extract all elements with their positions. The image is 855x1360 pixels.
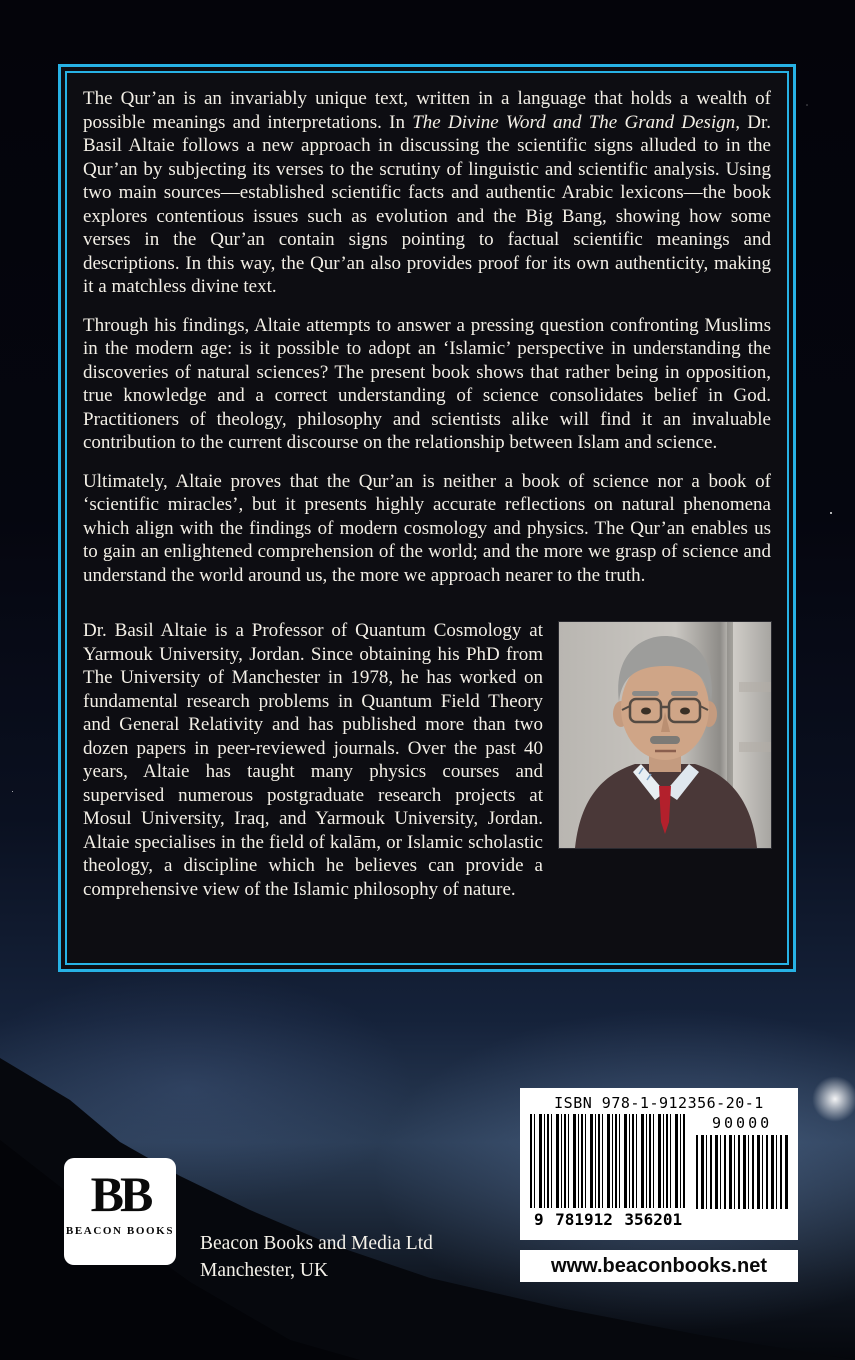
author-portrait-illustration xyxy=(559,622,771,848)
publisher-info xyxy=(200,1230,433,1284)
barcode-bars xyxy=(530,1114,686,1208)
cover-text-panel xyxy=(65,71,789,965)
author-bio-text: Dr. Basil Altaie is a Professor of Quantum Cosmology at Yarmouk University, Jordan. Since obtaining his PhD from The University of Manchester in 1978, he has worked on fundamental research problems in Quantum Field Theory and General Relativity and has published more than two dozen papers in peer-reviewed journals. Over the past 40 years, Altaie has taught many physics courses and supervised numerous postgraduate research projects at Mosul University, Iraq, and Yarmouk University, Jordan. Altaie specialises in the field of kalām, or Islamic scholastic theology, a discipline which he believes can provide a comprehensive view of the Islamic philosophy of nature. xyxy=(83,620,543,900)
barcode-digit-group-1: 9 xyxy=(534,1210,544,1229)
price-code: 90000 xyxy=(711,1114,773,1132)
barcode-block xyxy=(520,1088,798,1240)
synopsis-paragraph-2: Through his findings, Altaie attempts to answer a pressing question confronting Muslims in the modern age: is it possible to adopt an ‘Islamic’ perspective in understanding the discoveries of natural sciences? The present book shows that rather being in opposition, true knowledge and a correct understanding of science consolidates belief in God. Practitioners of theology, philosophy and scientists alike will find it an invaluable contribution to the current discourse on the relationship between Islam and science. xyxy=(83,314,771,453)
synopsis-p1-rest: , Dr. Basil Altaie follows a new approach in discussing the scientific signs alluded to in the Qur’an by subjecting its verses to the scrutiny of linguistic and scientific analysis. Using two main sources—established scientific facts and authentic Arabic lexicons—the book explores contentious issues such as evolution and the Big Bang, showing how some verses in the Qur’an contain signs pointing to factual scientific meanings and descriptions. In this way, the Qur’an also provides proof for its own authenticity, making it a matchless divine text. xyxy=(83,111,771,297)
author-photo xyxy=(559,622,771,848)
beacon-books-logo xyxy=(64,1158,176,1265)
publisher-location: Manchester, UK xyxy=(200,1260,329,1281)
barcode-digit-group-3: 356201 xyxy=(624,1210,683,1229)
logo-bb-monogram: BB xyxy=(90,1166,150,1222)
publisher-website: www.beaconbooks.net xyxy=(520,1250,798,1282)
synopsis-paragraph-3: Ultimately, Altaie proves that the Qur’an is neither a book of science nor a book of ‘scientific miracles’, but it presents highly accurate reflections on natural phenomena which align with the findings of modern cosmology and physics. The Qur’an enables us to gain an enlightened comprehension of the world; and the more we grasp of science and understand the world around us, the more we approach nearer to the truth. xyxy=(83,470,771,586)
addon-barcode-bars xyxy=(696,1135,788,1209)
logo-wordmark: BEACON BOOKS xyxy=(65,1225,175,1237)
star xyxy=(806,104,808,106)
star xyxy=(12,791,13,792)
barcode-main xyxy=(530,1114,686,1229)
barcode-row xyxy=(530,1114,788,1229)
author-bio-section xyxy=(83,619,771,901)
star xyxy=(830,512,832,514)
publisher-name: Beacon Books and Media Ltd xyxy=(200,1233,433,1254)
synopsis-paragraph-1 xyxy=(83,87,771,299)
synopsis-p1-lead: The Qur’an is an invariably unique text, written in a language that holds a wealth of possible meanings and interpretations. In xyxy=(83,88,771,133)
isbn-text: ISBN 978-1-912356-20-1 xyxy=(554,1094,764,1112)
cover-frame xyxy=(58,64,796,972)
barcode-digit-group-2: 781912 xyxy=(555,1210,613,1229)
book-title-italic: The Divine Word and The Grand Design xyxy=(412,111,736,133)
barcode-digits xyxy=(530,1210,686,1229)
barcode-addon xyxy=(686,1114,788,1229)
